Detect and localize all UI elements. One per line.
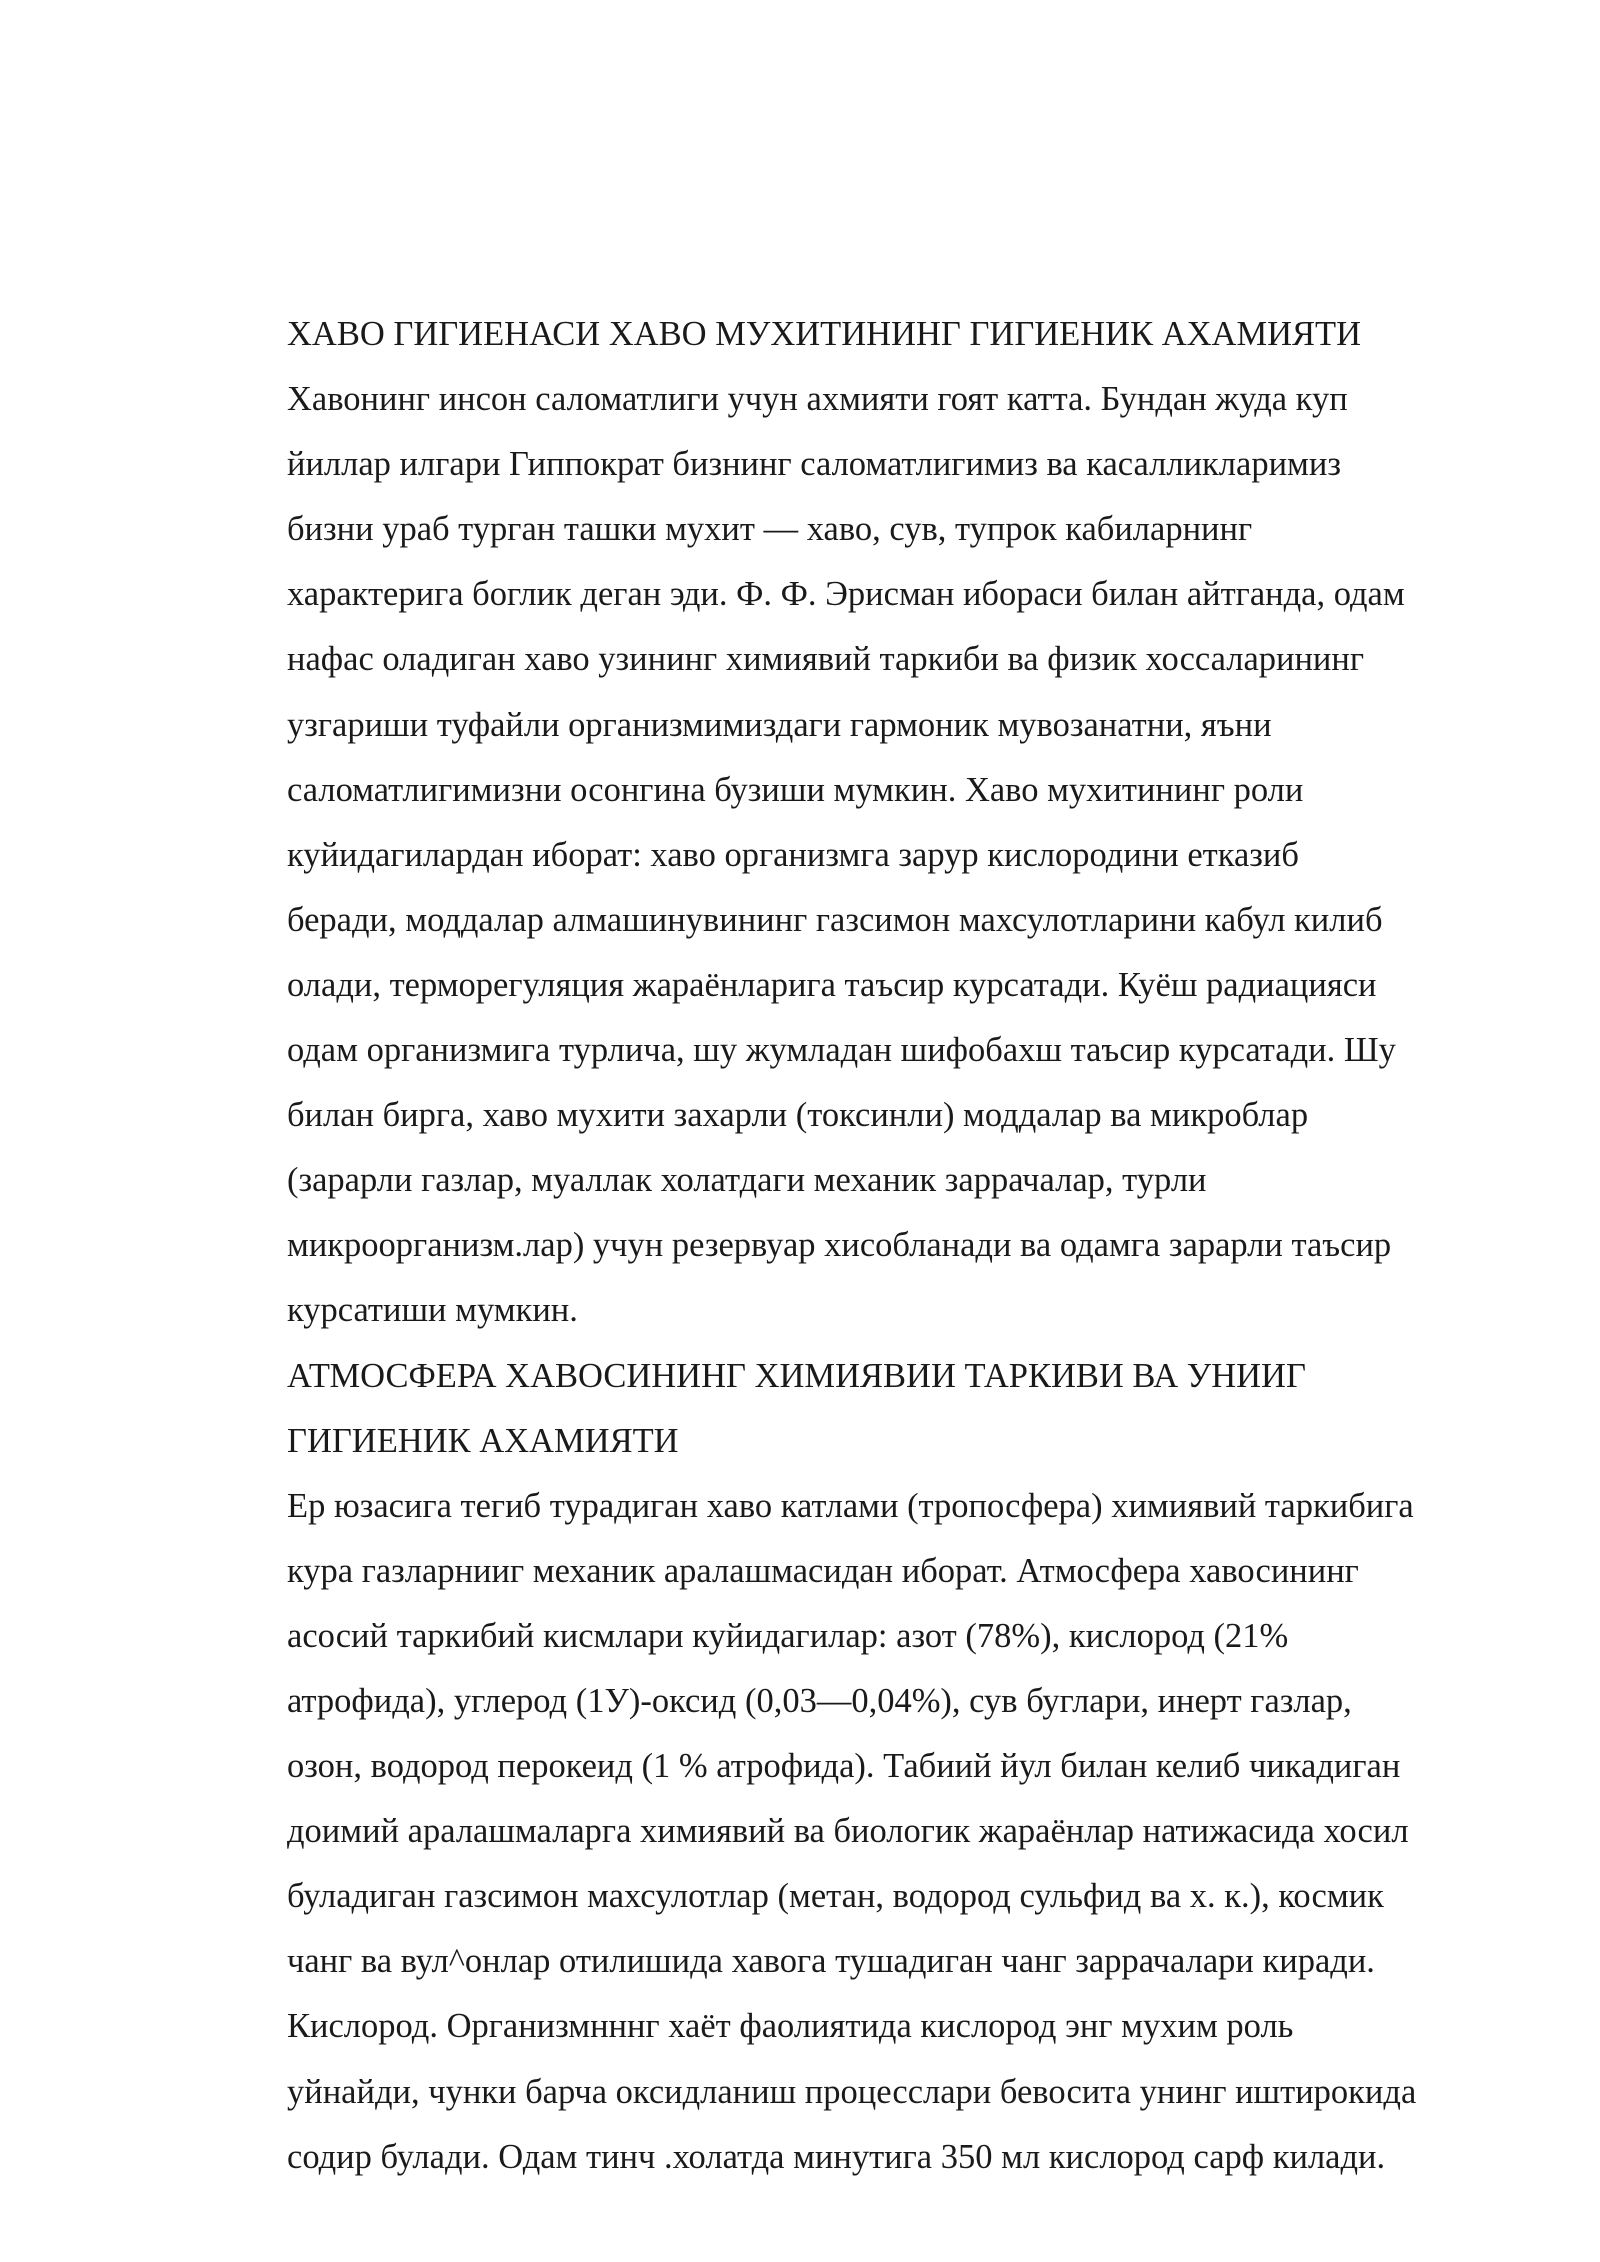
paragraph-line: узгариши туфайли организмимиздаги гармоник мувозанатни, яъни	[287, 705, 1272, 744]
paragraph-line: беради, моддалар алмашинувининг газсимон махсулотларини кабул килиб	[287, 900, 1383, 939]
paragraph-line: Хавонинг инсон саломатлиги учун ахмияти гоят катта. Бундан жуда куп	[287, 380, 1348, 419]
section-heading: ХАВО ГИГИЕНАСИ ХАВО МУХИТИНИНГ ГИГИЕНИК АХАМИЯТИ	[287, 315, 1362, 353]
paragraph-line: озон, водород перокеид (1 % атрофида). Табиий йул билан келиб чикадиган	[287, 1747, 1401, 1786]
paragraph-line: курсатиши мумкин.	[287, 1291, 578, 1330]
paragraph-line: одам организмига турлича, шу жумладан шифобахш таъсир курсатади. Шу	[287, 1031, 1396, 1070]
paragraph-line: содир булади. Одам тинч .холатда минутига 350 мл кислород сарф килади.	[287, 2137, 1386, 2176]
paragraph-line: (зарарли газлар, муаллак холатдаги механик заррачалар, турли	[287, 1161, 1207, 1200]
paragraph-line: Кислород. Организмнннг хаёт фаолиятида кислород энг мухим роль	[287, 2007, 1294, 2046]
paragraph-line: атрофида), углерод (1У)-оксид (0,03—0,04%), сув буглари, инерт газлар,	[287, 1681, 1352, 1720]
document-text	[287, 302, 1527, 2190]
paragraph-line: нафас оладиган хаво узининг химиявий таркиби ва физик хоссаларининг	[287, 640, 1365, 679]
paragraph-line: доимий аралашмаларга химиявий ва биологик жараёнлар натижасида хосил	[287, 1812, 1409, 1851]
paragraph-line: куйидагилардан иборат: хаво организмга зарур кислородини етказиб	[287, 835, 1299, 874]
paragraph-line: асосий таркибий кисмлари куйидагилар: азот (78%), кислород (21%	[287, 1616, 1289, 1655]
paragraph-line: Ер юзасига тегиб турадиган хаво катлами (тропосфера) химиявий таркибига	[287, 1486, 1414, 1525]
paragraph-line: билан бирга, хаво мухити захарли (токсинли) моддалар ва микроблар	[287, 1096, 1309, 1135]
paragraph-line: микроорганизм.лар) учун резервуар хисобланади ва одамга зарарли таъсир	[287, 1226, 1392, 1265]
paragraph-line: кура газларнииг механик аралашмасидан иборат. Атмосфера хавосининг	[287, 1551, 1359, 1590]
paragraph-line: чанг ва вул^онлар отилишида хавога тушадиган чанг заррачалари киради.	[287, 1942, 1375, 1981]
paragraph-line: бизни ураб турган ташки мухит — хаво, сув, тупрок кабиларнинг	[287, 510, 1253, 549]
paragraph-line: йиллар илгари Гиппократ бизнинг саломатлигимиз ва касалликларимиз	[287, 445, 1341, 484]
paragraph-line: характерига боглик деган эди. Ф. Ф. Эрисман ибораси билан айтганда, одам	[287, 575, 1405, 614]
paragraph-line: уйнайди, чунки барча оксидланиш процесслари бевосита унинг иштирокида	[287, 2072, 1417, 2111]
paragraph-line: олади, терморегуляция жараёнларига таъсир курсатади. Куёш радиацияси	[287, 965, 1377, 1004]
section-heading: АТМОСФЕРА ХАВОСИНИНГ ХИМИЯВИИ ТАРКИВИ ВА УНИИГ	[287, 1356, 1306, 1395]
section-heading: ГИГИЕНИК АХАМИЯТИ	[287, 1421, 679, 1460]
paragraph-line: саломатлигимизни осонгина бузиши мумкин. Хаво мухитининг роли	[287, 770, 1304, 809]
paragraph-line: буладиган газсимон махсулотлар (метан, водород сульфид ва х. к.), космик	[287, 1877, 1384, 1916]
